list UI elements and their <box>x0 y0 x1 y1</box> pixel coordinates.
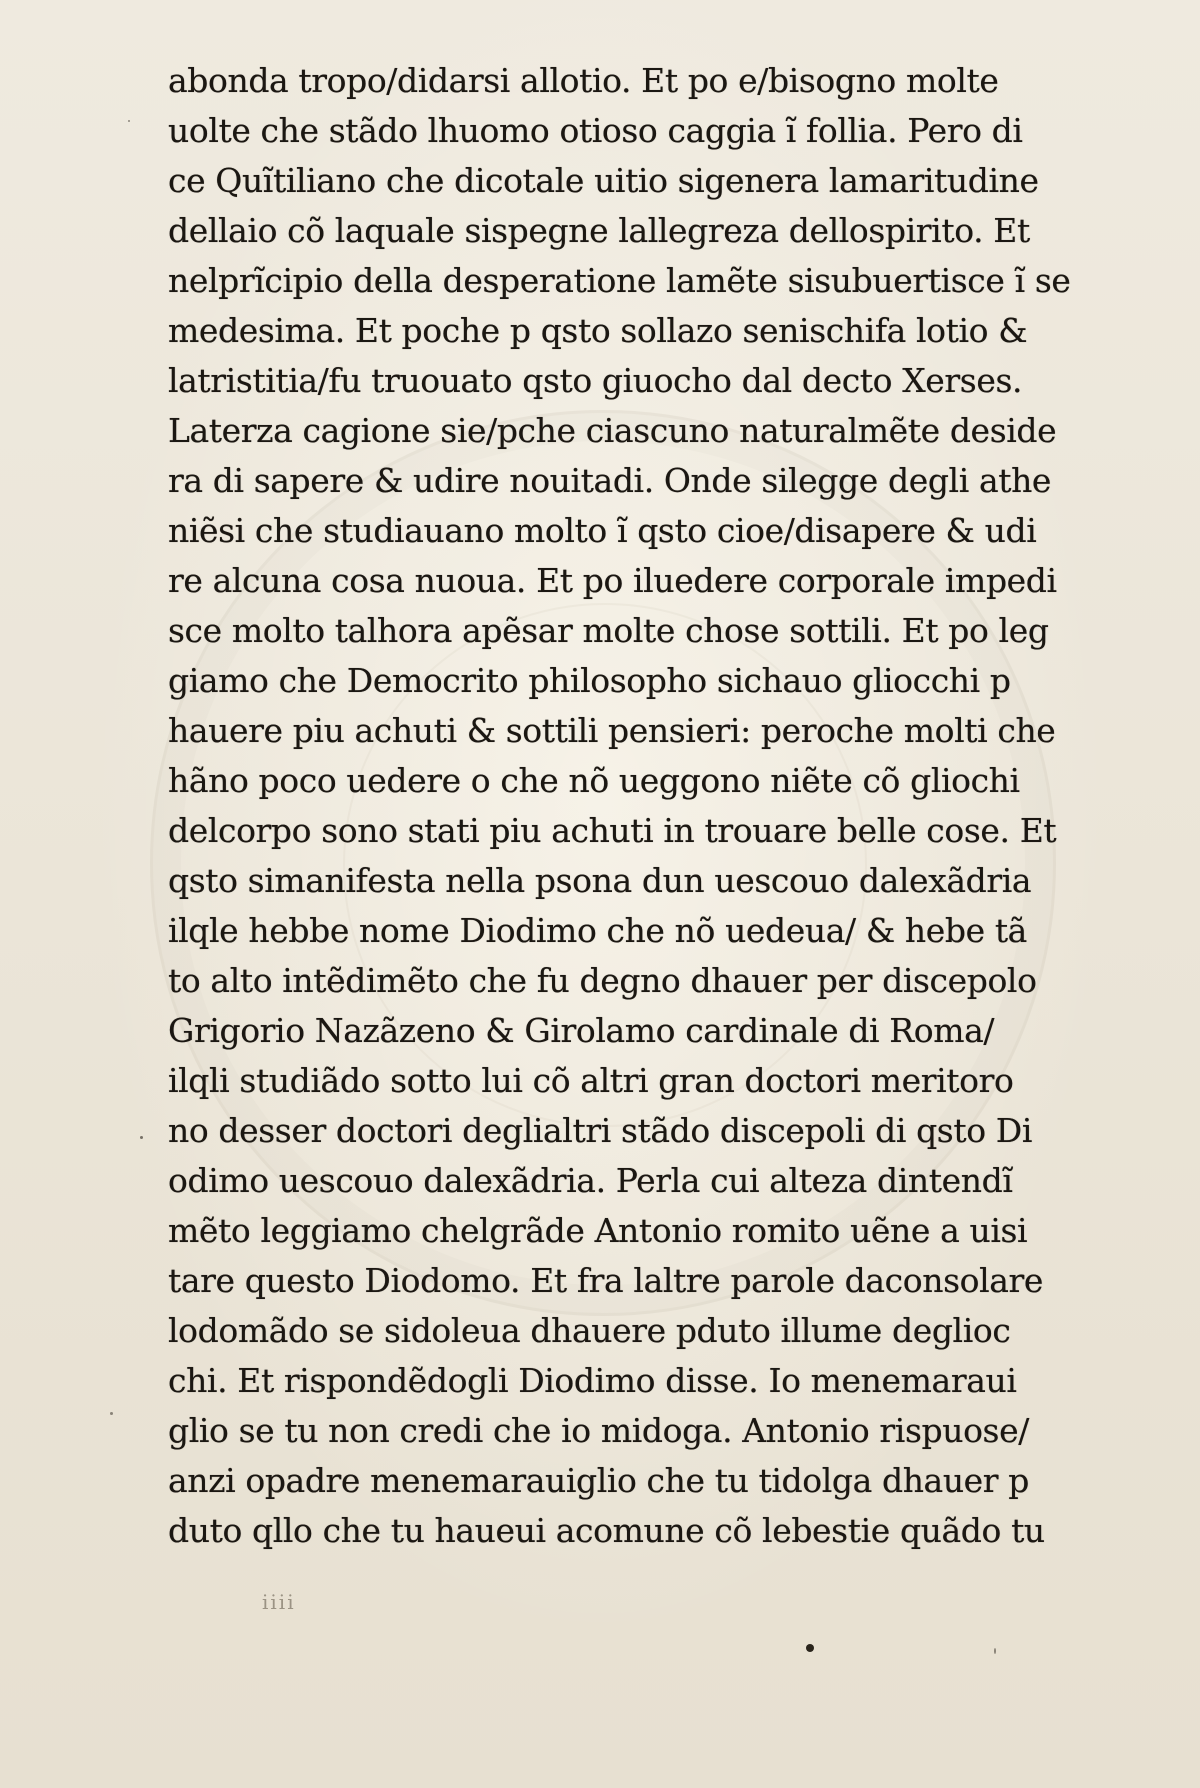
text-line-22: no desser doctori deglialtri stãdo discepoli di qsto Di <box>168 1111 1032 1150</box>
text-line-2: uolte che stãdo lhuomo otioso caggia ĩ follia. Pero di <box>168 111 1023 150</box>
text-line-15: hãno poco uedere o che nõ ueggono niẽte cõ gliochi <box>168 761 1020 800</box>
text-line-10: niẽsi che studiauano molto ĩ qsto cioe/disapere & udi <box>168 511 1037 550</box>
text-line-17: qsto simanifesta nella psona dun uescouo dalexãdria <box>168 861 1032 900</box>
ink-speck <box>110 1412 113 1415</box>
text-line-12: sce molto talhora apẽsar molte chose sottili. Et po leg <box>168 611 1049 650</box>
ink-speck <box>140 1136 143 1139</box>
text-line-27: chi. Et rispondẽdogli Diodimo disse. Io menemaraui <box>168 1361 1017 1400</box>
text-line-8: Laterza cagione sie/pche ciascuno naturalmẽte deside <box>168 411 1057 450</box>
text-line-21: ilqli studiãdo sotto lui cõ altri gran doctori meritoro <box>168 1061 1014 1100</box>
text-line-16: delcorpo sono stati piu achuti in trouare belle cose. Et <box>168 811 1057 850</box>
text-line-5: nelprĩcipio della desperatione lamẽte sisubuertisce ĩ se <box>168 261 1071 300</box>
body-text <box>168 56 1088 1556</box>
signature-mark: iiii <box>262 1590 296 1614</box>
text-line-29: anzi opadre menemarauiglio che tu tidolga dhauer p <box>168 1461 1029 1500</box>
text-line-26: lodomãdo se sidoleua dhauere pduto illume deglioc <box>168 1311 1011 1350</box>
ink-speck <box>806 1644 814 1652</box>
text-line-19: to alto intẽdimẽto che fu degno dhauer per discepolo <box>168 961 1037 1000</box>
text-line-4: dellaio cõ laquale sispegne lallegreza dellospirito. Et <box>168 211 1030 250</box>
text-line-3: ce Quĩtiliano che dicotale uitio sigenera lamaritudine <box>168 161 1039 200</box>
text-line-11: re alcuna cosa nuoua. Et po iluedere corporale impedi <box>168 561 1057 600</box>
ink-speck <box>994 1648 996 1654</box>
text-line-28: glio se tu non credi che io midoga. Antonio rispuose/ <box>168 1411 1029 1450</box>
text-line-18: ilqle hebbe nome Diodimo che nõ uedeua/ & hebe tã <box>168 911 1027 950</box>
text-line-24: mẽto leggiamo chelgrãde Antonio romito uẽne a uisi <box>168 1211 1028 1250</box>
text-line-13: giamo che Democrito philosopho sichauo gliocchi p <box>168 661 1011 700</box>
text-line-1: abonda tropo/didarsi allotio. Et po e/bisogno molte <box>168 61 999 100</box>
text-line-6: medesima. Et poche p qsto sollazo senischifa lotio & <box>168 311 1028 350</box>
text-line-9: ra di sapere & udire nouitadi. Onde silegge degli athe <box>168 461 1052 500</box>
text-line-20: Grigorio Nazãzeno & Girolamo cardinale di Roma/ <box>168 1011 995 1050</box>
text-line-7: latristitia/fu truouato qsto giuocho dal decto Xerses. <box>168 361 1023 400</box>
ink-speck <box>128 120 130 122</box>
text-line-25: tare questo Diodomo. Et fra laltre parole daconsolare <box>168 1261 1044 1300</box>
text-line-14: hauere piu achuti & sottili pensieri: peroche molti che <box>168 711 1056 750</box>
text-line-23: odimo uescouo dalexãdria. Perla cui alteza dintendĩ <box>168 1161 1013 1200</box>
text-line-30: duto qllo che tu haueui acomune cõ lebestie quãdo tu <box>168 1511 1045 1550</box>
